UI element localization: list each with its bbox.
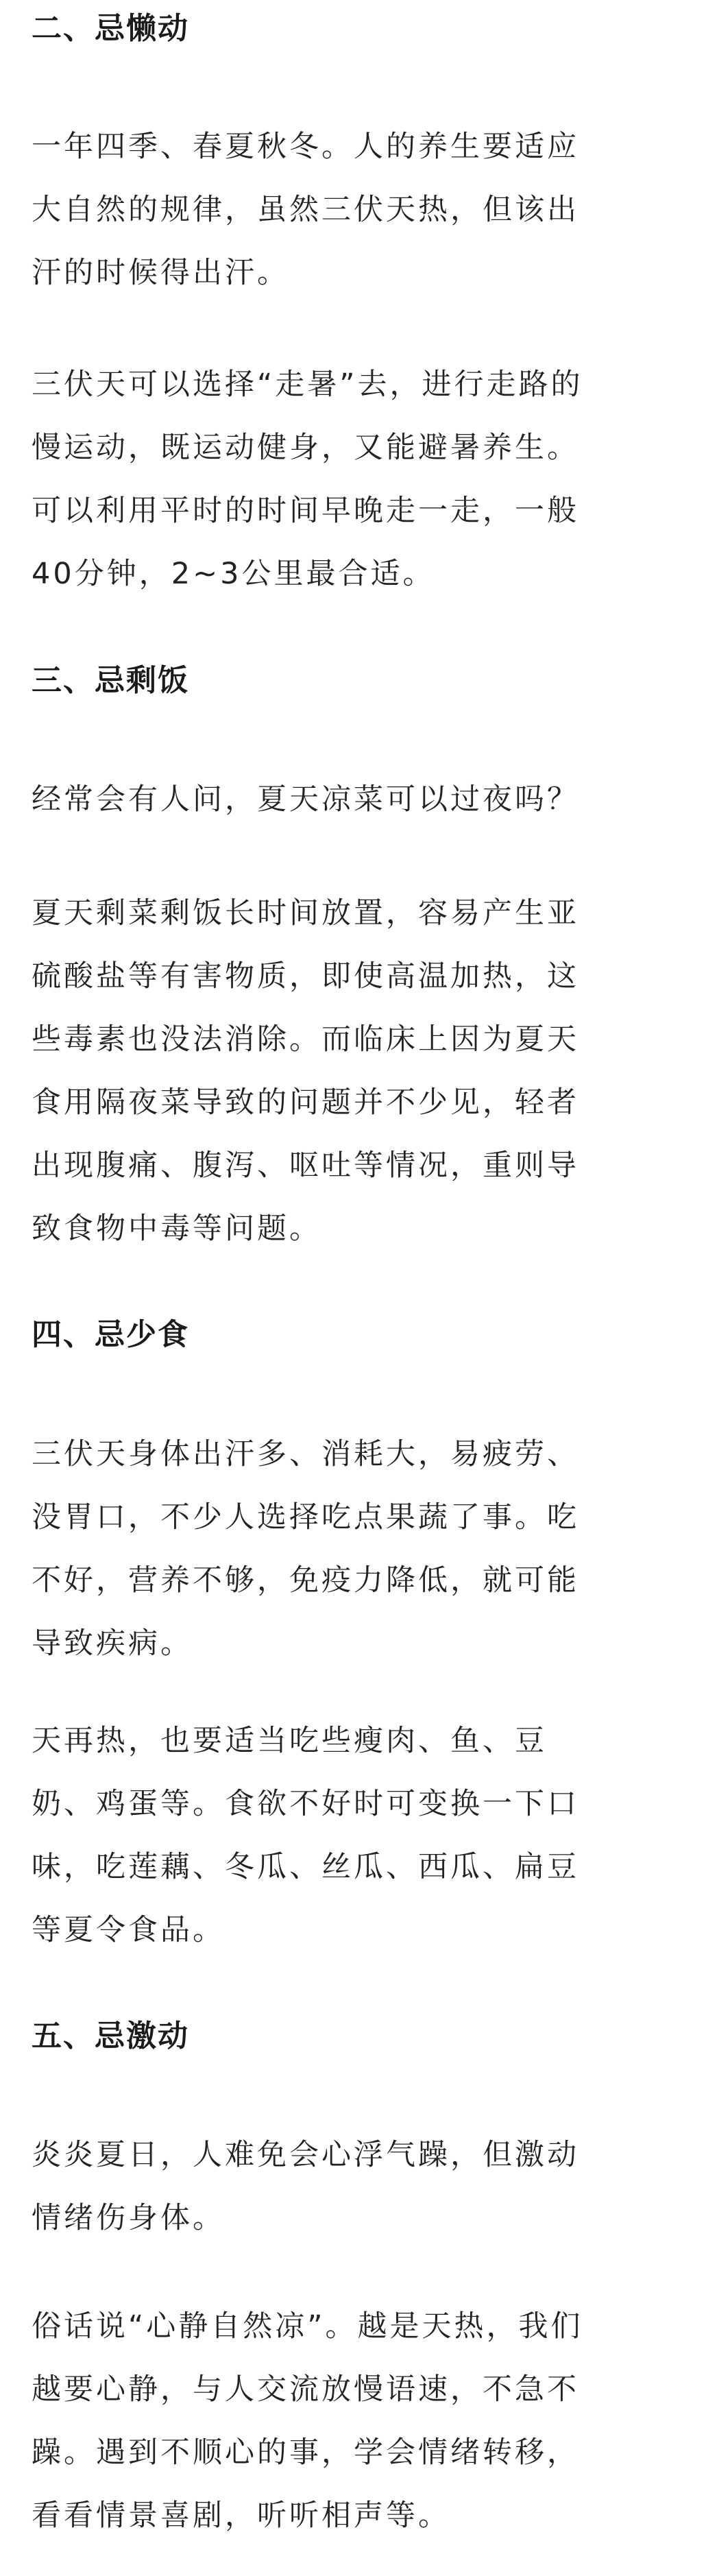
text-line: 三伏天可以选择“走暑”去，进行走路的 <box>32 368 583 402</box>
text-line: 大自然的规律，虽然三伏天热，但该出 <box>32 193 579 227</box>
text-line: 汗的时候得出汗。 <box>32 256 289 290</box>
section-heading-leftovers: 三、忌剩饭 <box>32 663 189 698</box>
text-line: 一年四季、春夏秋冬。人的养生要适应 <box>32 130 579 164</box>
paragraph <box>32 2123 683 2250</box>
text-line: 40分钟，2~3公里最合适。 <box>32 557 435 591</box>
text-line: 情绪伤身体。 <box>32 2201 225 2235</box>
text-line: 没胃口，不少人选择吃点果蔬了事。吃 <box>32 1500 579 1534</box>
text-line: 奶、鸡蛋等。食欲不好时可变换一下口 <box>32 1787 579 1821</box>
text-line: 俗话说“心静自然凉”。越是天热，我们 <box>32 2309 583 2344</box>
text-line: 越要心静，与人交流放慢语速，不急不 <box>32 2372 579 2407</box>
text-line: 看看情景喜剧，听听相声等。 <box>32 2499 450 2533</box>
text-line: 硫酸盐等有害物质，即使高温加热，这 <box>32 959 579 994</box>
paragraph <box>32 1709 683 1962</box>
paragraph <box>32 2295 683 2547</box>
text-line: 导致疾病。 <box>32 1626 193 1661</box>
paragraph <box>32 768 683 831</box>
text-line: 三伏天身体出汗多、消耗大，易疲劳、 <box>32 1437 579 1471</box>
text-line: 炎炎夏日，人难免会心浮气躁，但激动 <box>32 2138 579 2172</box>
text-line: 慢运动，既运动健身，又能避暑养生。 <box>32 431 579 465</box>
text-line: 食用隔夜菜导致的问题并不少见，轻者 <box>32 1085 579 1120</box>
text-line: 躁。遇到不顺心的事，学会情绪转移， <box>32 2435 579 2470</box>
paragraph <box>32 1423 683 1675</box>
text-line: 致食物中毒等问题。 <box>32 1212 321 1246</box>
text-line: 可以利用平时的时间早晚走一走，一般 <box>32 494 579 528</box>
text-line: 味，吃莲藕、冬瓜、丝瓜、西瓜、扁豆 <box>32 1850 579 1884</box>
section-heading-lazy: 二、忌懒动 <box>32 11 189 46</box>
text-line: 经常会有人问，夏天凉菜可以过夜吗？ <box>32 782 579 817</box>
paragraph <box>32 353 683 605</box>
text-line: 出现腹痛、腹泻、呕吐等情况，重则导 <box>32 1148 579 1183</box>
paragraph <box>32 115 683 304</box>
text-line: 夏天剩菜剩饭长时间放置，容易产生亚 <box>32 896 579 930</box>
text-line: 天再热，也要适当吃些瘦肉、鱼、豆 <box>32 1724 547 1758</box>
text-line: 等夏令食品。 <box>32 1913 225 1947</box>
section-heading-agitation: 五、忌激动 <box>32 2019 189 2054</box>
section-heading-undereating: 四、忌少食 <box>32 1317 189 1352</box>
text-line: 不好，营养不够，免疫力降低，就可能 <box>32 1563 579 1598</box>
paragraph <box>32 882 683 1260</box>
text-line: 些毒素也没法消除。而临床上因为夏天 <box>32 1022 579 1057</box>
